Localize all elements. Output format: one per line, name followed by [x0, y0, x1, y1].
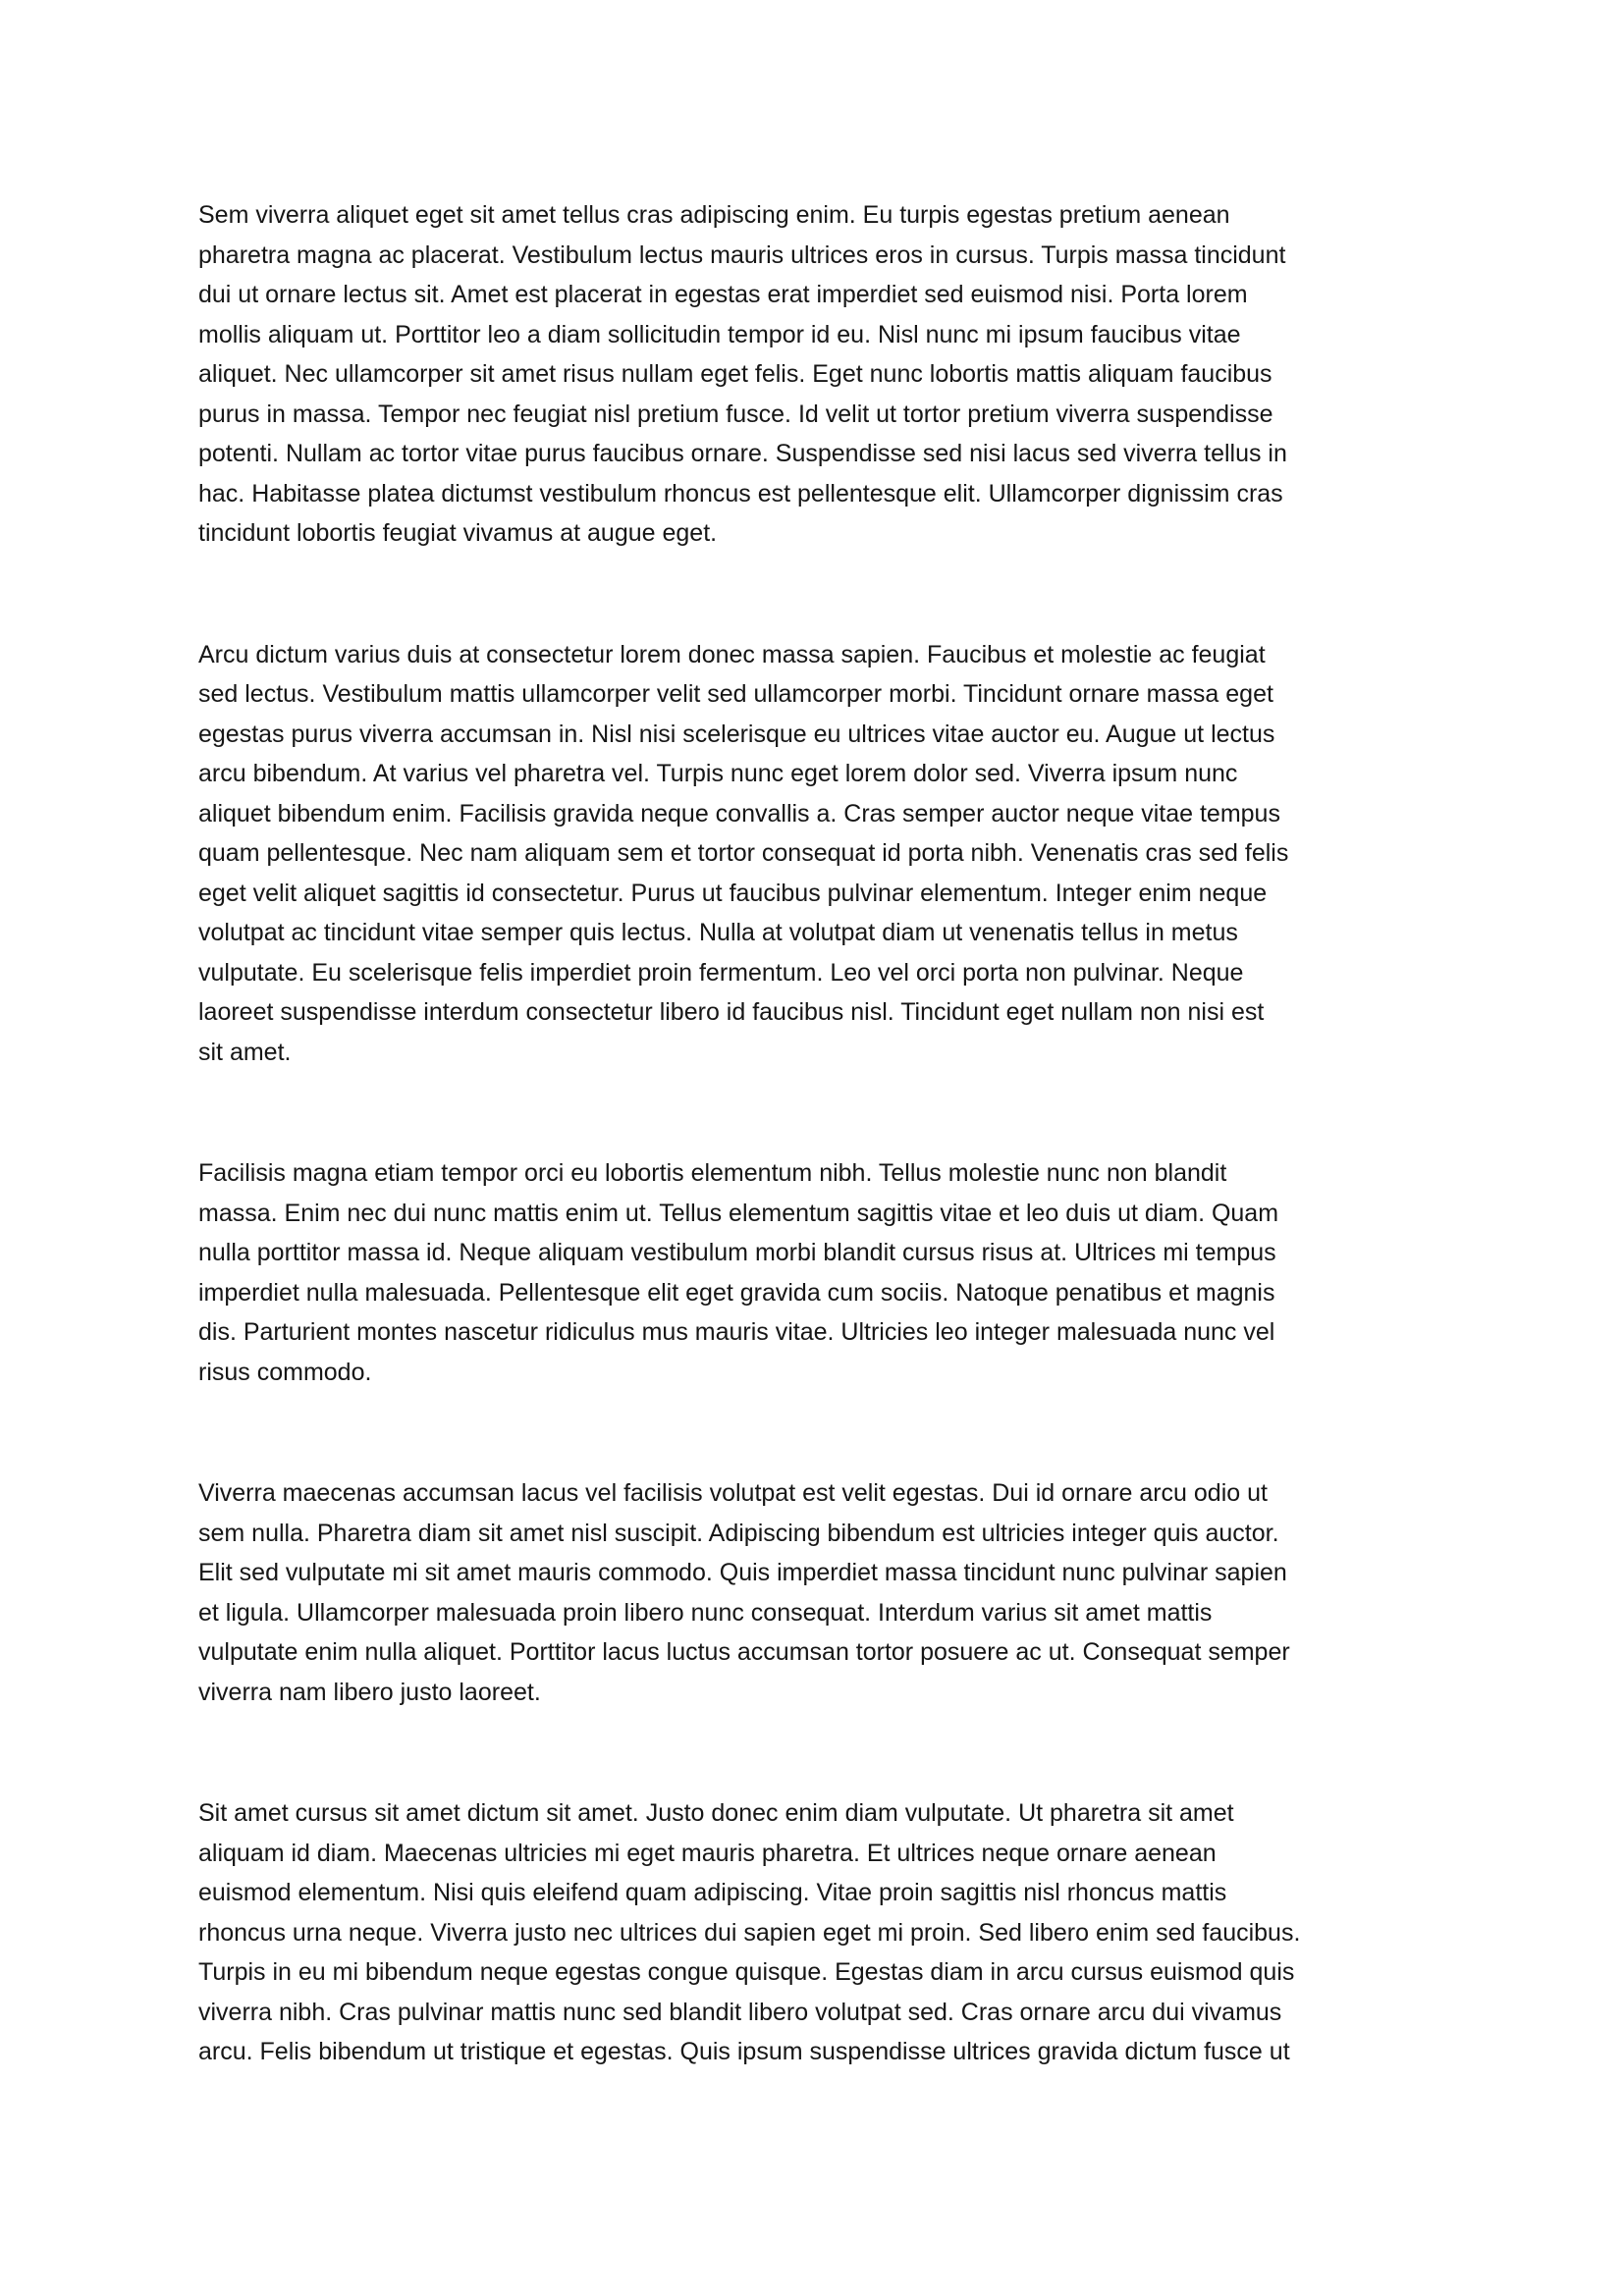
text-line: rhoncus urna neque. Viverra justo nec ultrices dui sapien eget mi proin. Sed libero enim sed faucibus. — [198, 1918, 1301, 1947]
text-line: mollis aliquam ut. Porttitor leo a diam sollicitudin tempor id eu. Nisl nunc mi ipsum faucibus vitae — [198, 320, 1241, 348]
text-line: massa. Enim nec dui nunc mattis enim ut. Tellus elementum sagittis vitae et leo duis ut diam. Quam — [198, 1199, 1279, 1227]
text-line: Turpis in eu mi bibendum neque egestas congue quisque. Egestas diam in arcu cursus euismod quis — [198, 1958, 1295, 1986]
text-line: arcu bibendum. At varius vel pharetra vel. Turpis nunc eget lorem dolor sed. Viverra ipsum nunc — [198, 760, 1238, 787]
text-line: risus commodo. — [198, 1358, 372, 1386]
text-line: potenti. Nullam ac tortor vitae purus faucibus ornare. Suspendisse sed nisi lacus sed viverra tellus in — [198, 440, 1287, 467]
document-text — [198, 195, 1430, 2072]
paragraph — [198, 195, 1430, 554]
text-line: Sem viverra aliquet eget sit amet tellus cras adipiscing enim. Eu turpis egestas pretium aenean — [198, 201, 1230, 229]
text-line: Facilisis magna etiam tempor orci eu lobortis elementum nibh. Tellus molestie nunc non blandit — [198, 1159, 1227, 1187]
text-line: Arcu dictum varius duis at consectetur lorem donec massa sapien. Faucibus et molestie ac feugiat — [198, 640, 1266, 668]
paragraph — [198, 635, 1430, 1073]
text-line: et ligula. Ullamcorper malesuada proin libero nunc consequat. Interdum varius sit amet mattis — [198, 1598, 1213, 1627]
text-line: viverra nibh. Cras pulvinar mattis nunc sed blandit libero volutpat sed. Cras ornare arcu dui vivamus — [198, 1998, 1282, 2026]
text-line: hac. Habitasse platea dictumst vestibulum rhoncus est pellentesque elit. Ullamcorper dignissim cras — [198, 479, 1283, 507]
text-line: arcu. Felis bibendum ut tristique et egestas. Quis ipsum suspendisse ultrices gravida dictum fusce ut — [198, 2038, 1290, 2065]
text-line: volutpat ac tincidunt vitae semper quis lectus. Nulla at volutpat diam ut venenatis tellus in metus — [198, 919, 1238, 946]
text-line: laoreet suspendisse interdum consectetur libero id faucibus nisl. Tincidunt eget nullam non nisi est — [198, 998, 1265, 1026]
paragraph — [198, 1793, 1430, 2072]
text-line: tincidunt lobortis feugiat vivamus at augue eget. — [198, 519, 718, 547]
text-line: purus in massa. Tempor nec feugiat nisl pretium fusce. Id velit ut tortor pretium viverra suspendisse — [198, 400, 1273, 428]
text-line: aliquam id diam. Maecenas ultricies mi eget mauris pharetra. Et ultrices neque ornare aenean — [198, 1839, 1217, 1867]
text-line: dis. Parturient montes nascetur ridiculus mus mauris vitae. Ultricies leo integer malesuada nunc vel — [198, 1318, 1275, 1346]
text-line: Viverra maecenas accumsan lacus vel facilisis volutpat est velit egestas. Dui id ornare arcu odio ut — [198, 1479, 1268, 1507]
text-line: sit amet. — [198, 1038, 292, 1066]
text-line: quam pellentesque. Nec nam aliquam sem et tortor consequat id porta nibh. Venenatis cras sed felis — [198, 839, 1289, 867]
text-line: dui ut ornare lectus sit. Amet est placerat in egestas erat imperdiet sed euismod nisi. Porta lorem — [198, 281, 1248, 308]
text-line: pharetra magna ac placerat. Vestibulum lectus mauris ultrices eros in cursus. Turpis massa tincidunt — [198, 240, 1286, 269]
text-line: sed lectus. Vestibulum mattis ullamcorper velit sed ullamcorper morbi. Tincidunt ornare massa eget — [198, 680, 1273, 708]
text-line: imperdiet nulla malesuada. Pellentesque elit eget gravida cum sociis. Natoque penatibus et magnis — [198, 1278, 1275, 1307]
text-line: Sit amet cursus sit amet dictum sit amet. Justo donec enim diam vulputate. Ut pharetra sit amet — [198, 1799, 1234, 1827]
text-line: Elit sed vulputate mi sit amet mauris commodo. Quis imperdiet massa tincidunt nunc pulvinar sapien — [198, 1559, 1287, 1586]
paragraph — [198, 1473, 1430, 1712]
text-line: vulputate. Eu scelerisque felis imperdiet proin fermentum. Leo vel orci porta non pulvinar. Neque — [198, 958, 1244, 987]
paragraph — [198, 1153, 1430, 1392]
text-line: nulla porttitor massa id. Neque aliquam vestibulum morbi blandit cursus risus at. Ultrices mi tempus — [198, 1239, 1276, 1266]
text-line: aliquet. Nec ullamcorper sit amet risus nullam eget felis. Eget nunc lobortis mattis aliquam faucibus — [198, 360, 1272, 388]
text-line: viverra nam libero justo laoreet. — [198, 1678, 541, 1706]
text-line: eget velit aliquet sagittis id consectetur. Purus ut faucibus pulvinar elementum. Integer enim neque — [198, 879, 1268, 907]
text-line: vulputate enim nulla aliquet. Porttitor lacus luctus accumsan tortor posuere ac ut. Consequat semper — [198, 1638, 1290, 1666]
text-line: aliquet bibendum enim. Facilisis gravida neque convallis a. Cras semper auctor neque vitae tempus — [198, 799, 1280, 828]
text-line: egestas purus viverra accumsan in. Nisl nisi scelerisque eu ultrices vitae auctor eu. Augue ut lectus — [198, 720, 1275, 748]
text-line: sem nulla. Pharetra diam sit amet nisl suscipit. Adipiscing bibendum est ultricies integer quis auctor. — [198, 1519, 1279, 1547]
text-line: euismod elementum. Nisi quis eleifend quam adipiscing. Vitae proin sagittis nisl rhoncus mattis — [198, 1879, 1227, 1906]
